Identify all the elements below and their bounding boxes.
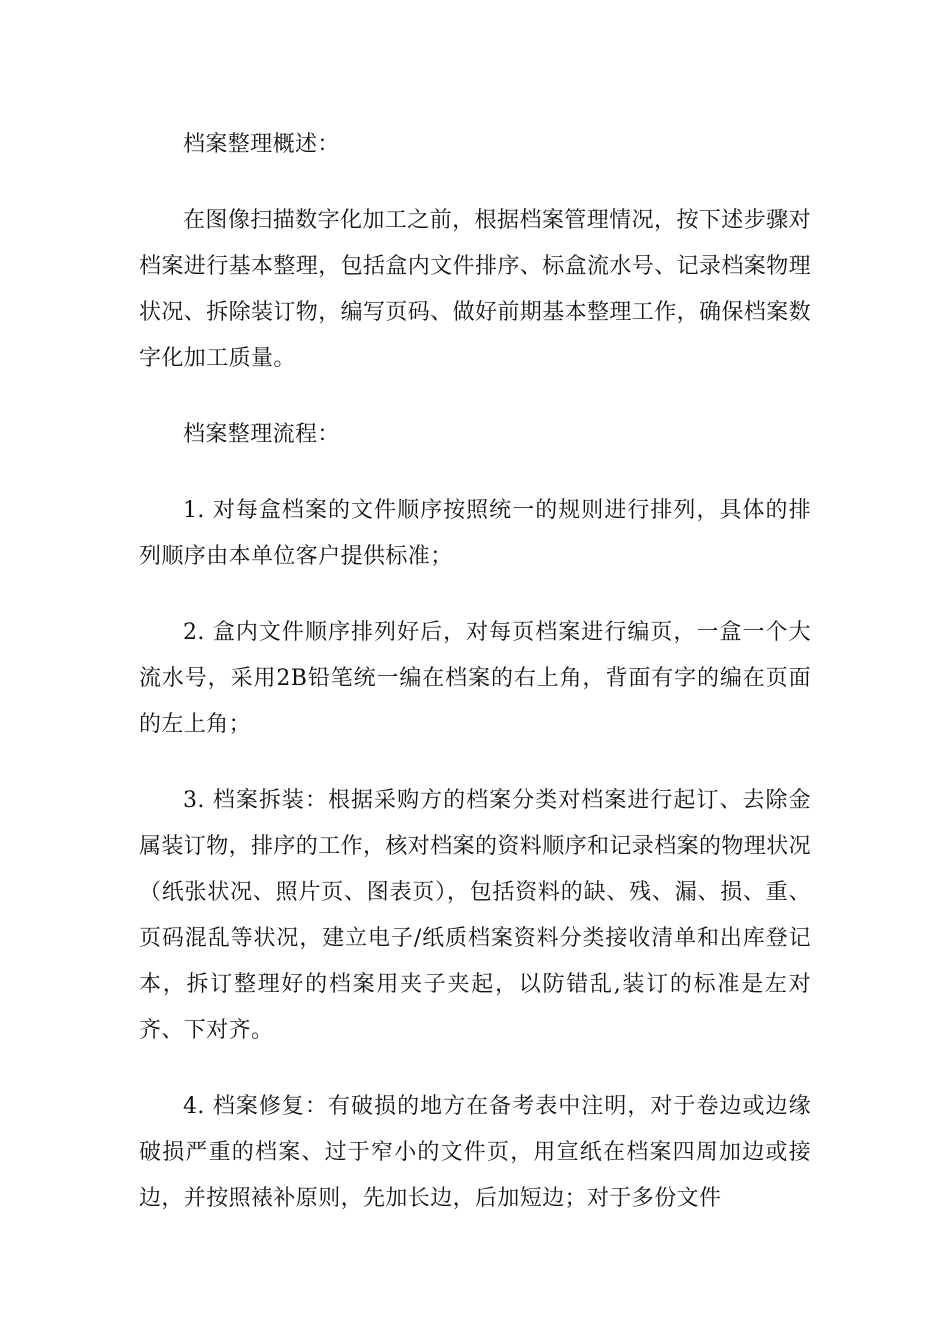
step-4-paragraph: 4. 档案修复：有破损的地方在备考表中注明，对于卷边或边缘破损严重的档案、过于窄小的文件页，用宣纸在档案四周加边或接边，并按照裱补原则，先加长边，后加短边；对于多份文件 [139, 1094, 811, 1211]
step-3-paragraph: 3. 档案拆装：根据采购方的档案分类对档案进行起订、去除金属装订物，排序的工作，核对档案的资料顺序和记录档案的物理状况（纸张状况、照片页、图表页），包括资料的缺、残、漏、损、重、页码混乱等状况，建立电子/纸质档案资料分类接收清单和出库登记本，拆订整理好的档案用夹子夹起，以防错乱,装订的标准是左对齐、下对齐。 [139, 788, 812, 1043]
overview-paragraph: 在图像扫描数字化加工之前，根据档案管理情况，按下述步骤对档案进行基本整理，包括盒内文件排序、标盒流水号、记录档案物理状况、拆除装订物，编写页码、做好前期基本整理工作，确保档案数字化加工质量。 [139, 208, 812, 371]
overview-heading: 档案整理概述： [183, 132, 340, 157]
process-heading: 档案整理流程： [183, 422, 340, 447]
document-body [139, 122, 811, 1252]
step-1-paragraph: 1. 对每盒档案的文件顺序按照统一的规则进行排列，具体的排列顺序由本单位客户提供标准； [139, 498, 811, 569]
step-2-paragraph: 2. 盒内文件顺序排列好后，对每页档案进行编页，一盒一个大流水号，采用2B铅笔统一编在档案的右上角，背面有字的编在页面的左上角； [139, 620, 811, 737]
